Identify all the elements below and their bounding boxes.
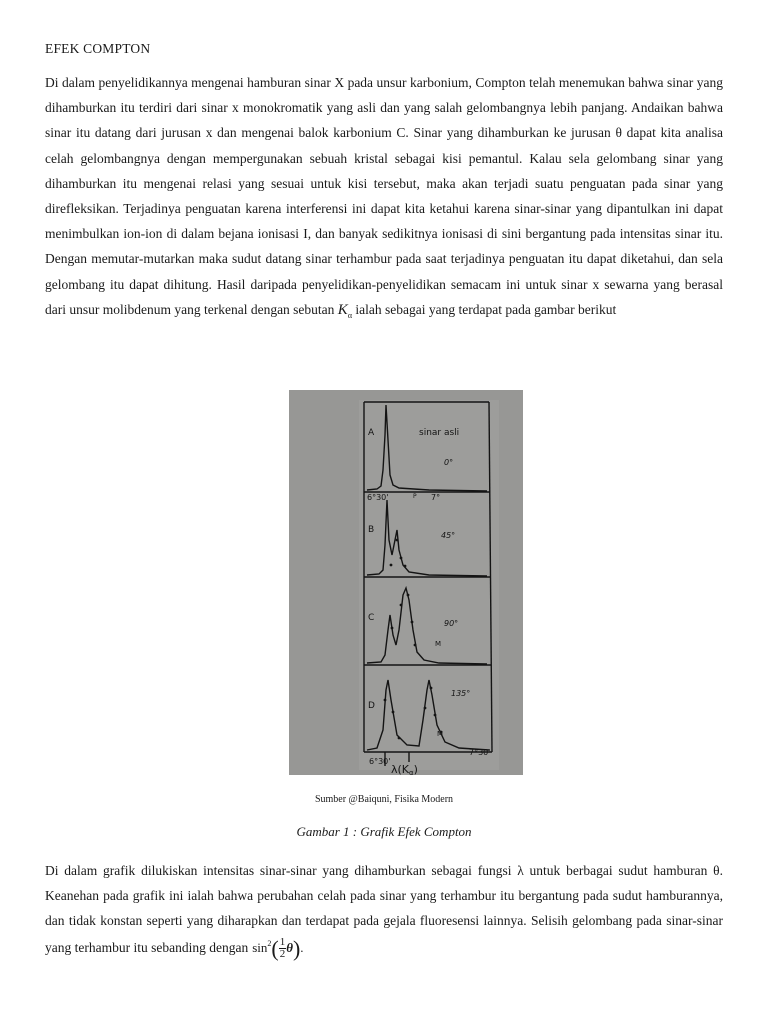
axis-title-sub: α <box>409 769 414 775</box>
formula-numerator: 1 <box>279 936 286 949</box>
panel-a-marker-p: P <box>413 493 417 500</box>
formula-denominator: 2 <box>279 948 286 961</box>
compton-figure-image <box>289 390 523 775</box>
axis-title <box>391 763 418 775</box>
formula-period: . <box>300 939 304 955</box>
panel-d-marker-m: M <box>437 730 444 738</box>
figure-source: Sumber @Baiquni, Fisika Modern <box>314 794 454 805</box>
sin-squared-formula: $\sin^2$( $\frac{1}{2}$ θ). <box>252 935 304 961</box>
k-alpha-symbol <box>338 302 352 318</box>
paragraph-intro <box>45 70 723 328</box>
paragraph-intro-text: Di dalam penyelidikannya mengenai hamburan sinar X pada unsur karbonium, Compton telah menemukan bahwa sinar yang dihamburkan itu terdiri dari sinar x monokromatik yang asli dan yang salah gelombangnya lebih panjang. Andaikan bahwa sinar itu datang dari jurusan x dan mengenai balok karbonium C. Sinar yang dihamburkan ke jurusan θ dapat kita analisa celah gelombangnya dengan mempergunakan sebuah kristal sebagai kisi pemantul. Kalau sela gelombang sinar yang dihamburkan itu mengenai relasi yang sesuai untuk kisi tersebut, maka akan terjadi suatu penguatan pada sinar yang direfleksikan. Terjadinya penguatan karena interferensi ini dapat kita ketahui karena sinar-sinar yang dipantulkan ini dapat menimbulkan ion-ion di dalam bejana ionisasi I, dan banyak sedikitnya ionisasi di sini bergantung pada intensitas sinar itu. Dengan memutar-mutarkan maka sudut datang sinar terhambur pada saat terjadinya penguatan itu dapat diketahui, dan sela gelombang itu dapat dihitung. Hasil daripada penyelidikan-penyelidikan semacam ini untuk sinar x sewarna yang berasal dari unsur molibdenum yang terkenal dengan sebutan <box>45 75 723 317</box>
panel-a-angle: 0° <box>444 458 454 467</box>
panel-a-label: sinar asli <box>419 428 460 438</box>
panel-d-angle: 135° <box>451 689 471 698</box>
tick-label-top-mid: 7° <box>431 493 441 502</box>
compton-graph <box>289 390 523 775</box>
document-heading: EFEK COMPTON <box>45 41 151 56</box>
panel-d-letter: D <box>368 701 375 711</box>
paragraph-analysis-text: Di dalam grafik dilukiskan intensitas sinar-sinar yang dihamburkan sebagai fungsi λ untuk berbagai sudut hamburan θ. Keanehan pada grafik ini ialah bahwa perubahan celah pada sinar yang terhambur itu bergantung pada sudut hamburannya, dan tidak konstan seperti yang diharapkan dan terdapat pada gejala fluoresensi lainnya. Selisih gelombang pada sinar-sinar yang terhambur itu sebanding dengan <box>45 863 723 955</box>
axis-label-right: 7°30' <box>469 748 491 757</box>
axis-title-main: λ(K <box>391 763 410 775</box>
axis-label-left: 6°30' <box>369 757 391 766</box>
k-alpha-subscript: α <box>347 310 353 320</box>
k-alpha-letter: K <box>337 301 348 318</box>
panel-c-marker-m: M <box>435 640 442 648</box>
formula-function: sin <box>252 939 268 955</box>
panel-b-angle: 45° <box>441 531 456 540</box>
paragraph-intro-end: ialah sebagai yang terdapat pada gambar berikut <box>355 301 617 317</box>
panel-c-angle: 90° <box>444 619 459 628</box>
panel-c-letter: C <box>368 613 375 623</box>
formula-theta: θ <box>286 939 293 955</box>
panel-b-letter: B <box>368 525 375 535</box>
paragraph-analysis <box>45 858 723 964</box>
axis-title-end: ) <box>413 763 418 775</box>
tick-label-top-left: 6°30' <box>367 493 389 502</box>
figure-caption: Gambar 1 : Grafik Efek Compton <box>296 824 472 839</box>
formula-power: 2 <box>267 938 272 948</box>
panel-a-letter: A <box>368 428 375 438</box>
